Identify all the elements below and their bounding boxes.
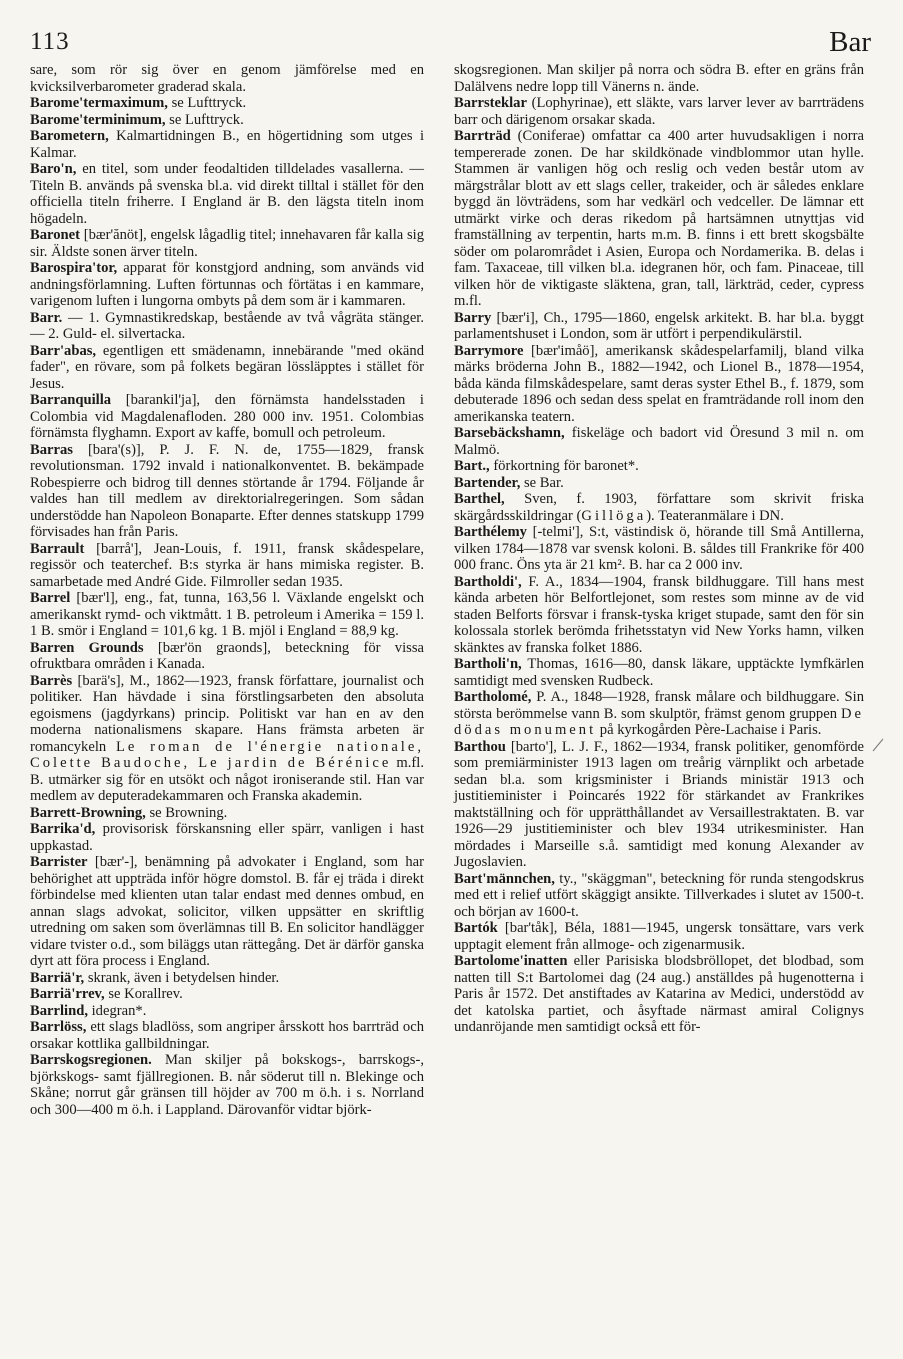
- entry-text: [bær'imåö], amerikansk skådespelarfamilj, bland vilka märks bröderna John B., 1882—1942, och Lionel B., 1878—1954, båda kända filmskådespelare, samt deras syster Ethel B., f. 1879, som debuterade 1896 och sedan dess spelat en framträdande roll inom den amerikanska teatern.: [454, 342, 864, 425]
- left-column: [30, 62, 424, 1118]
- entry-headword: Barry: [454, 309, 492, 326]
- entry-headword: Barthou: [454, 738, 506, 755]
- dictionary-entry: [454, 95, 864, 128]
- dictionary-entry: [454, 574, 864, 657]
- dictionary-entry: [30, 62, 424, 95]
- entry-text: [bær'-], benämning på advokater i England, som har behörighet att uppträda inför högre domstol. B. får ej träda i direkt förbindelse med klienten utan talar endast med dennes ombud, en annan slags advokat, solicitor, vilken uppsätter en skriftlig utredning om saken som överlämnas till B. En solicitor handlägger vidare tvister o.d., som biläggs utan rättegång. Det är därför ganska dyrt att föra process i England.: [30, 854, 424, 969]
- entry-text: Kalmartidningen B., en högertidning som utges i Kalmar.: [30, 128, 424, 161]
- dictionary-entry: [454, 458, 864, 475]
- dictionary-entry: [30, 805, 424, 822]
- entry-text: [bar'tåk], Béla, 1881—1945, ungersk tonsättare, vars verk upptagit element från allmoge- och zigenarmusik.: [454, 920, 864, 953]
- entry-text: se Korallrev.: [104, 986, 183, 1002]
- dictionary-entry: [454, 475, 864, 492]
- entry-headword: Barrister: [30, 854, 88, 870]
- entry-headword: Barsebäckshamn,: [454, 425, 565, 441]
- entry-headword: Barrträd: [454, 128, 511, 144]
- dictionary-entry: [30, 590, 424, 640]
- entry-headword: Bartók: [454, 920, 498, 936]
- entry-text: sare, som rör sig över en genom jämförelse med en kvicksilverbarometer graderad skala.: [30, 62, 424, 95]
- entry-headword: Barthel,: [454, 491, 505, 507]
- right-column: [454, 62, 864, 1036]
- entry-text: [bær'ănöt], engelsk lågadlig titel; innehavaren får kalla sig sir. Äldste sonen ärver titeln.: [30, 227, 424, 260]
- entry-text: [bær'i], Ch., 1795—1860, engelsk arkitekt. B. har bl.a. byggt parlamentshuset i London, som är utfört i perpendikulärstil.: [454, 309, 864, 342]
- dictionary-entry: [30, 95, 424, 112]
- entry-text: skogsregionen. Man skiljer på norra och södra B. efter en gräns från Dalälvens nedre lopp till Vänerns n. ände.: [454, 62, 864, 95]
- dictionary-entry: [454, 689, 864, 739]
- entry-headword: Barome'termaximum,: [30, 95, 168, 111]
- dictionary-entry: [454, 62, 864, 95]
- entry-headword: Bart'männchen,: [454, 870, 555, 887]
- entry-text-tail: m.fl. B. utmärker sig för en utsökt och något ironiserande stil. Han var medlem av deputeradekammaren och Franska akademin.: [30, 755, 424, 804]
- entry-text: egentligen ett smädenamn, innebärande "med okänd fader", en rövare, som på folkets begäran lössläpptes i stället för Jesus.: [30, 342, 424, 392]
- dictionary-entry: [30, 161, 424, 227]
- dictionary-entry: [454, 491, 864, 524]
- dictionary-entry: [30, 392, 424, 442]
- dictionary-entry: [454, 425, 864, 458]
- page-number: 113: [30, 28, 70, 55]
- dictionary-entry: [454, 343, 864, 426]
- dictionary-entry: [454, 871, 864, 921]
- dictionary-entry: [30, 821, 424, 854]
- pencil-mark: [871, 738, 885, 752]
- entry-text: Man skiljer på bokskogs-, barrskogs-, björkskogs- samt fjällregionen. B. når söderut till n. Blekinge och Skåne; norrut går gränsen till höjder av 700 m ö.h. i s. Norrland och 300—400 m ö.h. i Lappland. Därovanför vidtar björk-: [30, 1052, 424, 1118]
- entry-text: eller Parisiska blodsbröllopet, det blodbad, som natten till S:t Bartolomei dag (24 aug.) anställdes på hugenotterna i Paris år 1572. Det anstiftades av Katarina av Medici, understödd av det katolska partiet, och åsyftade närmast amiral Colignys undanröjande men samtidigt också ett för-: [454, 953, 864, 1035]
- dictionary-entry: [30, 986, 424, 1003]
- entry-text: idegran*.: [87, 1002, 147, 1019]
- entry-text: [barä's], M., 1862—1923, fransk författare, journalist och politiker. Han hävdade i sina förstlingsarbeten den absoluta egoismens (jagdyrkans) princip. Politiskt var han en av den moderna nationalismens skapare. Hans främsta arbeten är romancykeln: [30, 672, 424, 755]
- entry-text: se Browning.: [145, 804, 228, 821]
- dictionary-entry: [454, 128, 864, 310]
- dictionary-entry: [30, 343, 424, 393]
- entry-text: [barrå'], Jean-Louis, f. 1911, fransk skådespelare, regissör och teaterchef. B:s styrka är hans mimiska register. B. samarbetade med André Gide. Filmroller sedan 1935.: [30, 540, 424, 590]
- entry-text: ett slags bladlöss, som angriper årsskott hos barrträd och orsakar kottlika gallbildningar.: [30, 1019, 424, 1052]
- entry-text: provisorisk förskansning eller spärr, vanligen i hast uppkastad.: [30, 821, 424, 854]
- entry-headword: Barrsteklar: [454, 95, 527, 111]
- entry-headword: Barranquilla: [30, 392, 112, 408]
- entry-headword: Bartholi'n,: [454, 656, 522, 672]
- entry-work-title: Le roman de l'énergie nationale, Colette Baudoche, Le jardin de Bérénice: [30, 738, 424, 771]
- entry-headword: Bartholdi',: [454, 573, 522, 590]
- dictionary-entry: [454, 739, 864, 871]
- entry-headword: Barrika'd,: [30, 821, 96, 837]
- entry-headword: Bartender,: [454, 474, 521, 491]
- entry-text: ty., "skäggman", beteckning för runda stengodskrus med ett i relief utfört skäggigt ansikte. Tillverkades i slutet av 1500-t. och början av 1600-t.: [454, 870, 864, 920]
- entry-text: se Lufttryck.: [165, 111, 244, 128]
- entry-headword: Barrel: [30, 590, 71, 606]
- dictionary-entry: [454, 310, 864, 343]
- entry-headword: Barren Grounds: [30, 639, 144, 656]
- entry-text: F. A., 1834—1904, fransk bildhuggare. Till hans mest kända arbeten hör Belfortlejonet, som restes som minne av de vid staden Belforts försvar i fransk-tyska kriget stupade, samt den för sin kolossala storlek berömda frihetsstatyn vid New Yorks hamn, vilken skänktes av franska folket 1886.: [454, 573, 864, 656]
- entry-text-tail: på kyrkogården Père-Lachaise i Paris.: [596, 722, 822, 738]
- entry-text: apparat för konstgjord andning, som används vid andningsförlamning. Luften förtunnas och förtätas i en kammare, varigenom luften i lungorna ombyts på dem som är i kammaren.: [30, 260, 424, 309]
- dictionary-entry: [454, 656, 864, 689]
- entry-text: (Lophyrinae), ett släkte, vars larver lever av barrträdens barr och därigenom orsakar skada.: [454, 95, 864, 128]
- entry-headword: Barrskogsregionen.: [30, 1052, 152, 1068]
- dictionary-entry: [30, 1019, 424, 1052]
- dictionary-entry: [30, 970, 424, 987]
- dictionary-entry: [30, 128, 424, 161]
- entry-headword: Barr.: [30, 309, 63, 326]
- entry-text: — 1. Gymnastikredskap, bestående av två vågräta stänger. — 2. Guld- el. silvertacka.: [30, 309, 424, 342]
- entry-headword: Barrlöss,: [30, 1019, 87, 1035]
- dictionary-entry: [454, 953, 864, 1036]
- entry-text: [bara'(s)], P. J. F. N. de, 1755—1829, fransk revolutionsman. 1792 invald i nationalkonventet. B. bekämpade Robespierre och bidrog till dennes störtande år 1794. Följande år valdes han till medlem av direktorialregeringen. Som sådan understödde han Napoleon Bonaparte. Efter dennes statskupp 1799 förvisades han från Paris.: [30, 441, 424, 540]
- entry-headword: Barrymore: [454, 342, 524, 359]
- entry-headword: Barospira'tor,: [30, 260, 118, 276]
- dictionary-entry: [30, 854, 424, 970]
- dictionary-entry: [30, 1003, 424, 1020]
- entry-text: skrank, även i betydelsen hinder.: [84, 969, 280, 986]
- entry-headword: Baronet: [30, 227, 80, 243]
- entry-headword: Barras: [30, 441, 73, 458]
- entry-headword: Barthélemy: [454, 524, 527, 540]
- entry-headword: Barr'abas,: [30, 342, 97, 359]
- entry-text: P. A., 1848—1928, fransk målare och bildhuggare. Sin största berömmelse vann B. som skulptör, främst genom gruppen: [454, 689, 864, 722]
- entry-text: [bær'ön graonds], beteckning för vissa ofruktbara områden i Kanada.: [30, 639, 424, 672]
- entry-work-title: Gillöga: [581, 507, 647, 524]
- entry-headword: Barrlind,: [30, 1002, 88, 1019]
- entry-text: fiskeläge och badort vid Öresund 3 mil n. om Malmö.: [454, 425, 864, 458]
- entry-text: förkortning för baronet*.: [489, 458, 639, 474]
- entry-headword: Barome'terminimum,: [30, 111, 166, 128]
- entry-headword: Barriä'rrev,: [30, 986, 105, 1002]
- dictionary-entry: [30, 541, 424, 591]
- dictionary-entry: [30, 310, 424, 343]
- dictionary-entry: [30, 227, 424, 260]
- dictionary-entry: [454, 920, 864, 953]
- entry-headword: Barometern,: [30, 128, 109, 144]
- entry-headword: Barrès: [30, 672, 73, 689]
- entry-headword: Barrault: [30, 540, 85, 557]
- entry-headword: Bartolome'inatten: [454, 953, 568, 969]
- entry-text: [barankil'ja], den förnämsta handelsstaden i Colombia vid Magdalenafloden. 280 000 inv. 1951. Colombias förnämsta flyghamn. Export av kaffe, bomull och petroleum.: [30, 392, 424, 441]
- entry-headword: Barriä'r,: [30, 969, 85, 986]
- dictionary-entry: [30, 673, 424, 805]
- entry-text: se Bar.: [520, 474, 564, 491]
- dictionary-entry: [30, 442, 424, 541]
- entry-text-tail: ). Teateranmälare i DN.: [646, 507, 784, 524]
- entry-text: Sven, f. 1903, författare som skrivit friska skärgårdsskildringar (: [454, 491, 864, 524]
- entry-text: [bær'l], eng., fat, tunna, 163,56 l. Växlande engelskt och amerikanskt rymd- och viktmått. 1 B. petroleum i Amerika = 159 l. 1 B. smör i England = 101,6 kg. 1 B. mjöl i England = 88,9 kg.: [30, 590, 424, 639]
- entry-headword: Bartholomé,: [454, 689, 532, 705]
- entry-headword: Barrett-Browning,: [30, 804, 146, 821]
- entry-text: (Coniferae) omfattar ca 400 arter huvudsakligen i norra tempererade zonen. De har skildkönade vindblommor utan hylle. Stammen är vanligen hög och reslig och veden består utom av märgstrålar blott av ett slags celler, trakeider, och är således enklare byggd än lövträdens, som har vedkärl och vedceller. De lämnar ett utmärkt virke och deras rikedom på hartsämnen utnyttjas vid framställning av terpentin, harts m.m. B. finns i ett brett skogsbälte söder om polarområdet i Asien, Europa och Nordamerika. B. delas i fam. Taxaceae, till vilken bl.a. idegranen hör, och fam. Pinaceae, till vilken hör de viktigaste släktena, gran, tall, lärkträd, ceder, cypress m.fl.: [454, 128, 864, 309]
- dictionary-entry: [30, 1052, 424, 1118]
- entry-text: Thomas, 1616—80, dansk läkare, upptäckte lymfkärlen samtidigt med svensken Rudbeck.: [454, 656, 864, 689]
- entry-work-title: De dödas monument: [454, 705, 864, 738]
- running-head: Bar: [829, 26, 871, 58]
- entry-headword: Bart.,: [454, 458, 490, 474]
- entry-text: en titel, som under feodaltiden tilldelades vasallerna. — Titeln B. används på svenska bl.a. vid direkt tilltal i stället för den officiella titeln friherre. I England är B. den lägsta titeln inom högadeln.: [30, 161, 424, 227]
- dictionary-entry: [30, 260, 424, 310]
- dictionary-entry: [30, 112, 424, 129]
- dictionary-entry: [454, 524, 864, 574]
- entry-text: se Lufttryck.: [167, 95, 247, 111]
- entry-text: [barto'], L. J. F., 1862—1934, fransk politiker, genomförde som premiärminister 1913 lagen om treårig värnplikt och arbetade sedan bl.a. som krigsminister i Briands ministär 1913 och justitieminister i Poincarés 1922 för stärkandet av Frankrikes maktställning och för upprätthållandet av Versaillestraktaten. B. var 1926—29 justitieminister och blev 1934 utrikesminister. Han mördades i Marseille s.å. samtidigt med konung Alexander av Jugoslavien.: [454, 738, 864, 870]
- entry-headword: Baro'n,: [30, 161, 77, 177]
- entry-text: [-telmi'], S:t, västindisk ö, hörande till Små Antillerna, vilken 1784—1878 var svensk koloni. B. såldes till Frankrike för 400 000 franc. Öns yta är 21 km². B. har ca 2 000 inv.: [454, 524, 864, 573]
- dictionary-entry: [30, 640, 424, 673]
